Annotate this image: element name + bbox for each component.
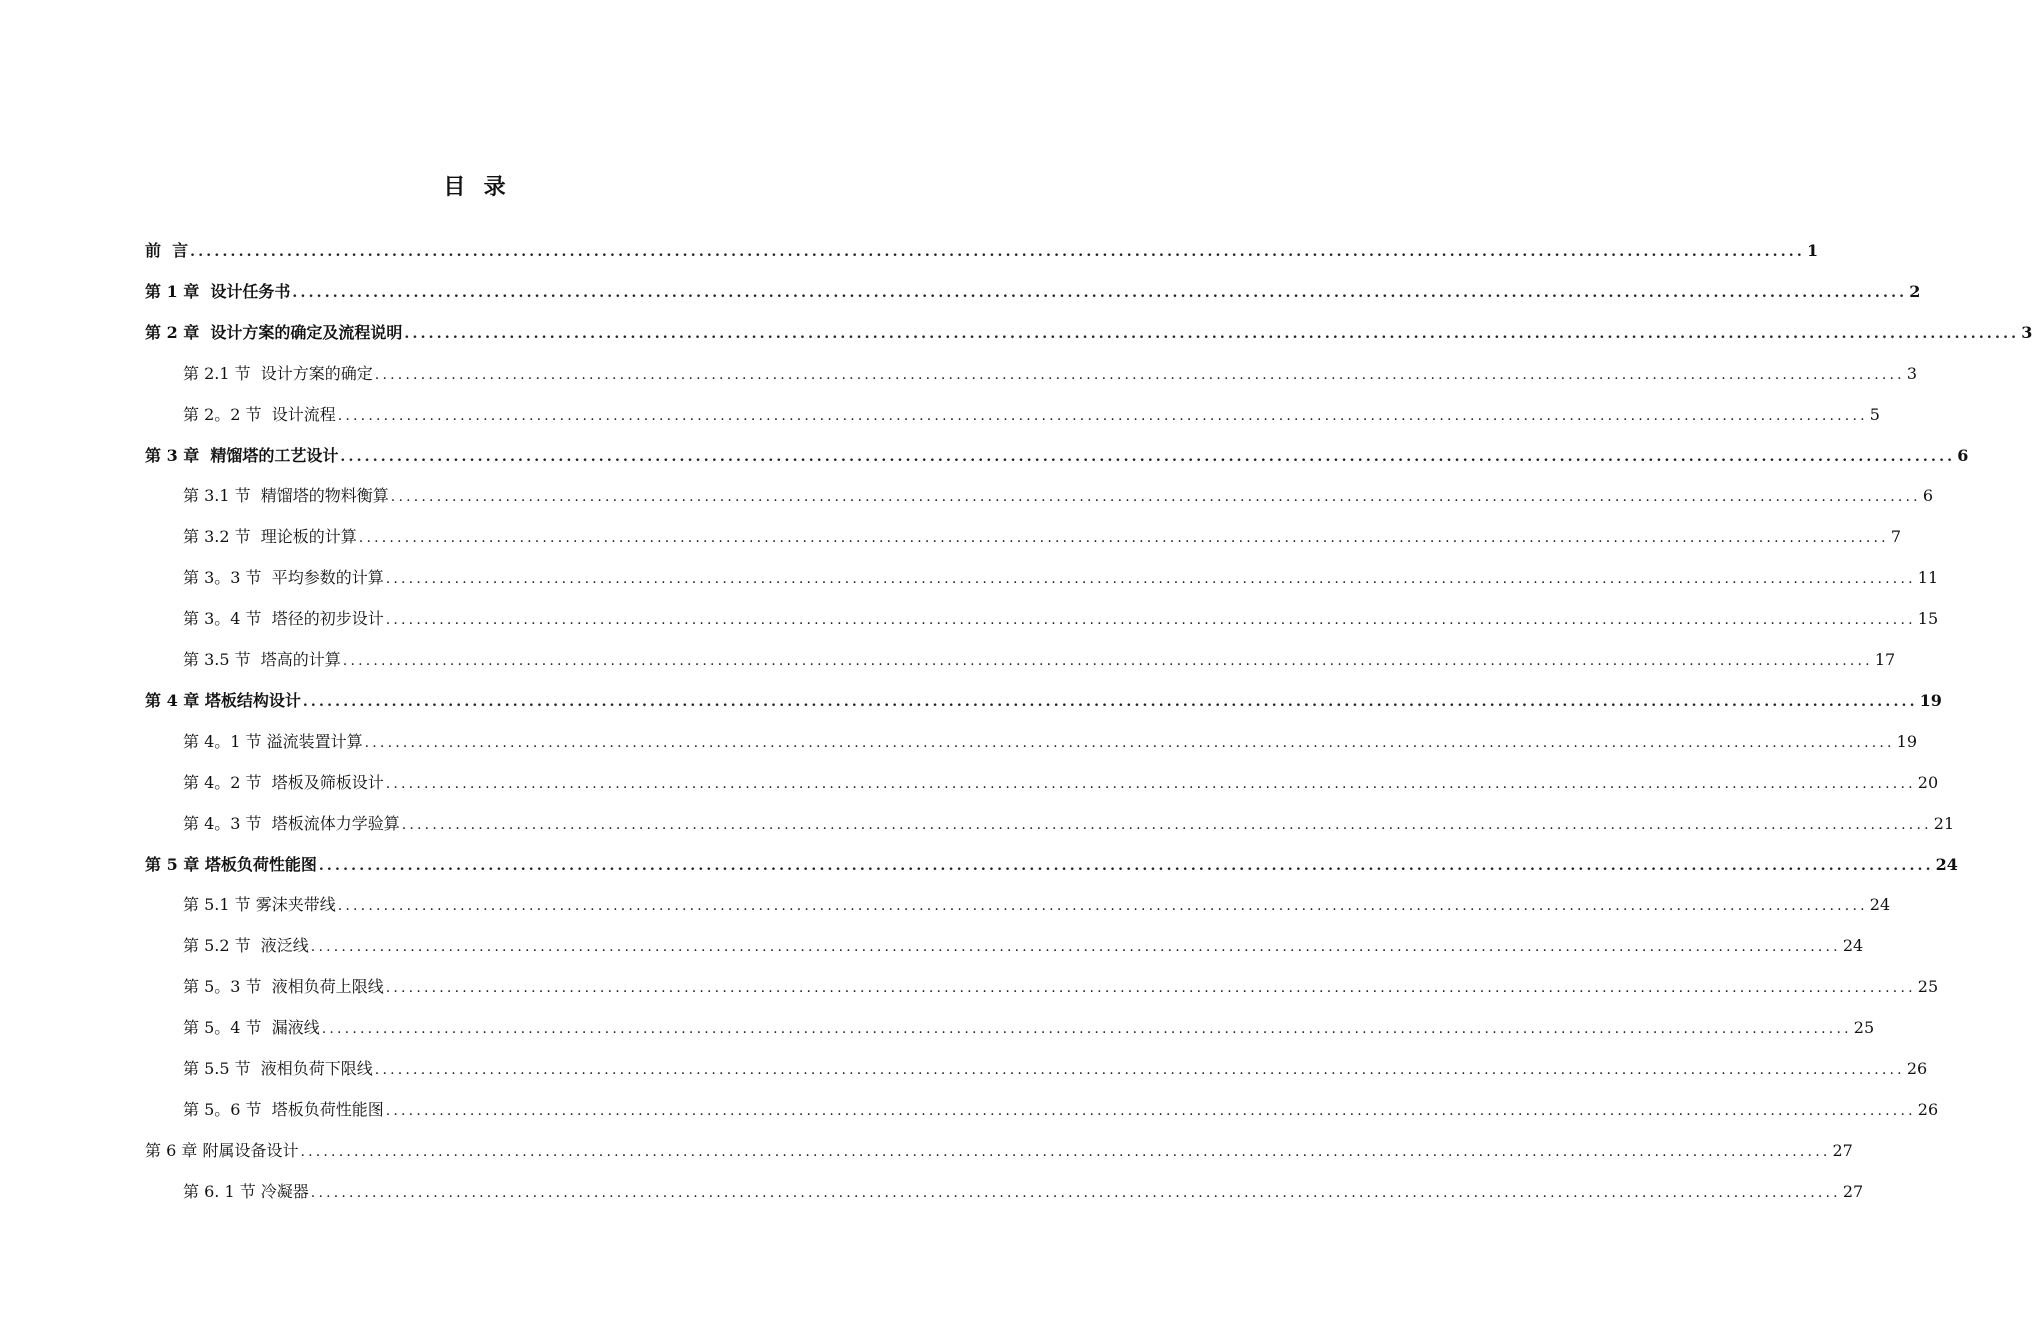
toc-leader-dots: ........................................................................................................................................................................................................: [374, 366, 1905, 383]
toc-section-entry[interactable]: [183, 606, 1939, 632]
toc-leader-dots: ........................................................................................................................................................................................................: [385, 980, 1916, 997]
toc-entry-page-number: 2: [1909, 281, 1921, 301]
toc-entry-label: 前 言: [145, 241, 189, 260]
toc-section-entry[interactable]: [183, 524, 1902, 550]
toc-entry-label: 第 2.1 节 设计方案的确定: [183, 363, 373, 383]
toc-entry-page-number: 3: [1906, 363, 1918, 383]
toc-section-entry[interactable]: [183, 647, 1896, 673]
toc-chapter-entry[interactable]: [145, 852, 1958, 878]
toc-leader-dots: ........................................................................................................................................................................................................: [385, 571, 1916, 588]
toc-section-entry[interactable]: [183, 729, 1918, 755]
toc-entry-label: 第 5。4 节 漏液线: [183, 1018, 320, 1038]
toc-leader-dots: ........................................................................................................................................................................................................: [364, 734, 1895, 751]
toc-chapter-entry[interactable]: [145, 1138, 1853, 1164]
toc-entry-page-number: 24: [1935, 854, 1958, 874]
toc-section-entry[interactable]: [183, 811, 1955, 837]
toc-chapter-entry[interactable]: [145, 320, 2032, 346]
toc-entry-label: 第 3.1 节 精馏塔的物料衡算: [183, 486, 389, 506]
toc-entry-label: 第 4。3 节 塔板流体力学验算: [183, 813, 400, 833]
toc-entry-page-number: 19: [1919, 690, 1942, 710]
toc-entry-page-number: 5: [1869, 404, 1880, 424]
toc-section-entry[interactable]: [183, 1179, 1864, 1205]
toc-entry-page-number: 27: [1832, 1140, 1853, 1160]
toc-leader-dots: ........................................................................................................................................................................................................: [292, 284, 1908, 301]
toc-section-entry[interactable]: [183, 770, 1939, 796]
toc-leader-dots: ........................................................................................................................................................................................................: [337, 407, 1868, 424]
toc-leader-dots: ........................................................................................................................................................................................................: [390, 489, 1921, 506]
toc-entry-label: 第 3。4 节 塔径的初步设计: [183, 609, 384, 629]
toc-entry-label: 第 3 章 精馏塔的工艺设计: [145, 445, 339, 465]
toc-entry-page-number: 15: [1917, 609, 1939, 629]
toc-chapter-entry[interactable]: [145, 443, 1969, 469]
toc-entry-label: 第 5.2 节 液泛线: [183, 936, 309, 956]
toc-entry-page-number: 25: [1853, 1018, 1875, 1038]
toc-leader-dots: ........................................................................................................................................................................................................: [385, 612, 1916, 629]
toc-leader-dots: ........................................................................................................................................................................................................: [342, 653, 1873, 669]
toc-entry-label: 第 2。2 节 设计流程: [183, 404, 336, 424]
toc-leader-dots: ........................................................................................................................................................................................................: [321, 1021, 1852, 1038]
toc-entry-label: 第 3.5 节 塔高的计算: [183, 650, 341, 669]
toc-entry-label: 第 4。1 节 溢流装置计算: [183, 731, 363, 751]
toc-entry-page-number: 24: [1842, 936, 1864, 956]
toc-entry-page-number: 7: [1890, 527, 1902, 547]
toc-entry-page-number: 20: [1917, 772, 1939, 792]
toc-entry-page-number: 25: [1917, 977, 1939, 997]
toc-entry-label: 第 2 章 设计方案的确定及流程说明: [145, 322, 403, 342]
toc-entry-label: 第 5.5 节 液相负荷下限线: [183, 1059, 373, 1078]
toc-entry-page-number: 24: [1869, 895, 1891, 915]
toc-entry-page-number: 21: [1933, 813, 1955, 833]
toc-entry-label: 第 4 章 塔板结构设计: [145, 690, 301, 710]
toc-section-entry[interactable]: [183, 402, 1880, 428]
toc-chapter-entry[interactable]: [145, 279, 1921, 305]
toc-entry-label: 第 6 章 附属设备设计: [145, 1140, 299, 1160]
toc-leader-dots: ........................................................................................................................................................................................................: [300, 1143, 1831, 1160]
toc-entry-page-number: 19: [1896, 731, 1918, 751]
toc-section-entry[interactable]: [183, 892, 1891, 918]
toc-leader-dots: ........................................................................................................................................................................................................: [310, 939, 1841, 956]
toc-leader-dots: ........................................................................................................................................................................................................: [385, 775, 1916, 792]
toc-entry-page-number: 26: [1917, 1099, 1939, 1119]
toc-leader-dots: ........................................................................................................................................................................................................: [358, 530, 1889, 547]
toc-leader-dots: ........................................................................................................................................................................................................: [374, 1062, 1905, 1078]
toc-entry-page-number: 17: [1874, 650, 1896, 669]
toc-section-entry[interactable]: [183, 565, 1939, 591]
toc-entry-label: 第 3。3 节 平均参数的计算: [183, 568, 384, 588]
toc-entry-label: 第 6. 1 节 冷凝器: [183, 1181, 309, 1201]
toc-chapter-entry[interactable]: [145, 238, 1819, 264]
toc-section-entry[interactable]: [183, 974, 1939, 1000]
toc-entry-page-number: 3: [2021, 322, 2032, 342]
toc-leader-dots: ........................................................................................................................................................................................................: [310, 1184, 1841, 1201]
toc-section-entry[interactable]: [183, 1097, 1939, 1123]
toc-section-entry[interactable]: [183, 483, 1934, 509]
toc-entry-label: 第 5.1 节 雾沫夹带线: [183, 895, 336, 915]
toc-entry-label: 第 1 章 设计任务书: [145, 281, 291, 301]
toc-entry-label: 第 5。3 节 液相负荷上限线: [183, 977, 384, 997]
toc-section-entry[interactable]: [183, 361, 1918, 387]
toc-entry-page-number: 1: [1806, 241, 1819, 260]
toc-leader-dots: ........................................................................................................................................................................................................: [340, 448, 1956, 465]
toc-leader-dots: ........................................................................................................................................................................................................: [401, 816, 1932, 833]
toc-leader-dots: ........................................................................................................................................................................................................: [302, 693, 1918, 710]
toc-section-entry[interactable]: [183, 1056, 1928, 1082]
toc-entry-page-number: 6: [1957, 445, 1969, 465]
toc-title: 目 录: [443, 174, 507, 200]
toc-entry-page-number: 26: [1906, 1059, 1928, 1078]
toc-entry-page-number: 11: [1917, 568, 1939, 588]
toc-leader-dots: ........................................................................................................................................................................................................: [337, 898, 1868, 915]
toc-entry-label: 第 3.2 节 理论板的计算: [183, 527, 357, 547]
toc-entry-page-number: 27: [1842, 1181, 1864, 1201]
toc-leader-dots: ........................................................................................................................................................................................................: [404, 325, 2020, 342]
toc-entry-label: 第 5 章 塔板负荷性能图: [145, 854, 317, 874]
toc-leader-dots: ........................................................................................................................................................................................................: [385, 1102, 1916, 1119]
toc-entry-label: 第 4。2 节 塔板及筛板设计: [183, 772, 384, 792]
toc-section-entry[interactable]: [183, 1015, 1875, 1041]
toc-leader-dots: ........................................................................................................................................................................................................: [318, 857, 1934, 874]
toc-chapter-entry[interactable]: [145, 688, 1942, 714]
toc-entry-label: 第 5。6 节 塔板负荷性能图: [183, 1099, 384, 1119]
toc-section-entry[interactable]: [183, 933, 1864, 959]
toc-leader-dots: ........................................................................................................................................................................................................: [190, 244, 1805, 260]
toc-entry-page-number: 6: [1922, 486, 1934, 506]
